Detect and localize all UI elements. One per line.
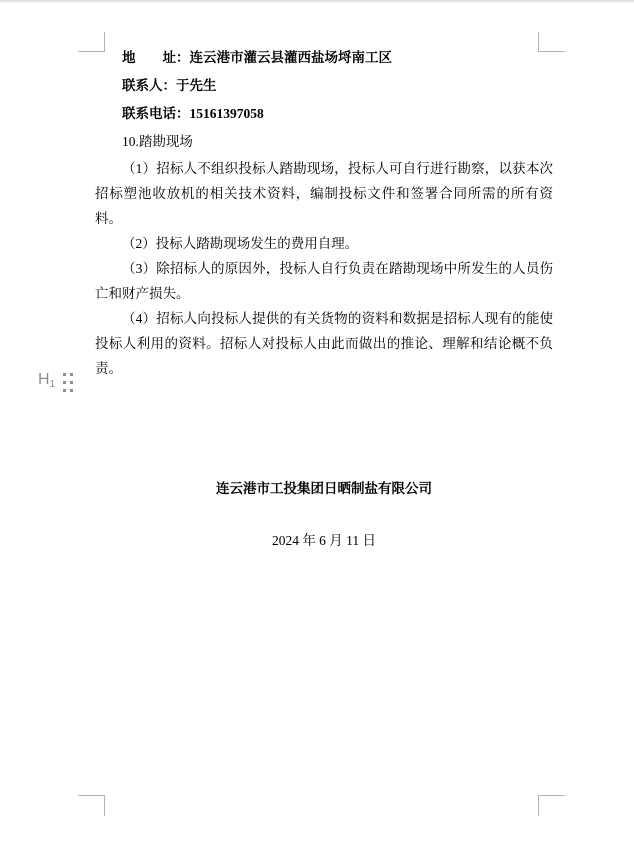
- contact-address-line[interactable]: 地 址：连云港市灌云县灌西盐场埒南工区: [122, 50, 392, 65]
- crop-mark-bottom-left: [78, 795, 105, 816]
- heading-level-icon[interactable]: $H_1$: [38, 371, 56, 390]
- block-handle[interactable]: [38, 372, 73, 393]
- signature-date[interactable]: 2024 年 6 月 11 日: [271, 533, 377, 548]
- document-content: [95, 44, 553, 553]
- contact-person-line[interactable]: 联系人：于先生: [122, 78, 217, 93]
- signature-company-name[interactable]: 连云港市工投集团日晒制盐有限公司: [216, 481, 432, 496]
- viewport-top-edge: [0, 0, 634, 3]
- drag-handle-icon[interactable]: [63, 373, 73, 392]
- paragraph-3[interactable]: （3）除招标人的原因外，投标人自行负责在踏勘现场中所发生的人员伤亡和财产损失。: [95, 261, 553, 301]
- paragraph-1[interactable]: （1）招标人不组织投标人踏勘现场，投标人可自行进行勘察，以获本次招标塑池收放机的相关技术资料，编制投标文件和签署合同所需的所有资料。: [95, 161, 553, 226]
- contact-block: [95, 44, 553, 128]
- paragraph-4[interactable]: （4）招标人向投标人提供的有关货物的资料和数据是招标人现有的能使投标人利用的资料。招标人对投标人由此而做出的推论、理解和结论概不负责。: [95, 311, 553, 376]
- section-heading[interactable]: 10.踏勘现场: [122, 134, 193, 149]
- crop-mark-bottom-right: [538, 795, 565, 816]
- contact-phone-line[interactable]: 联系电话：15161397058: [122, 106, 264, 121]
- paragraph-2[interactable]: （2）投标人踏勘现场发生的费用自理。: [122, 236, 359, 251]
